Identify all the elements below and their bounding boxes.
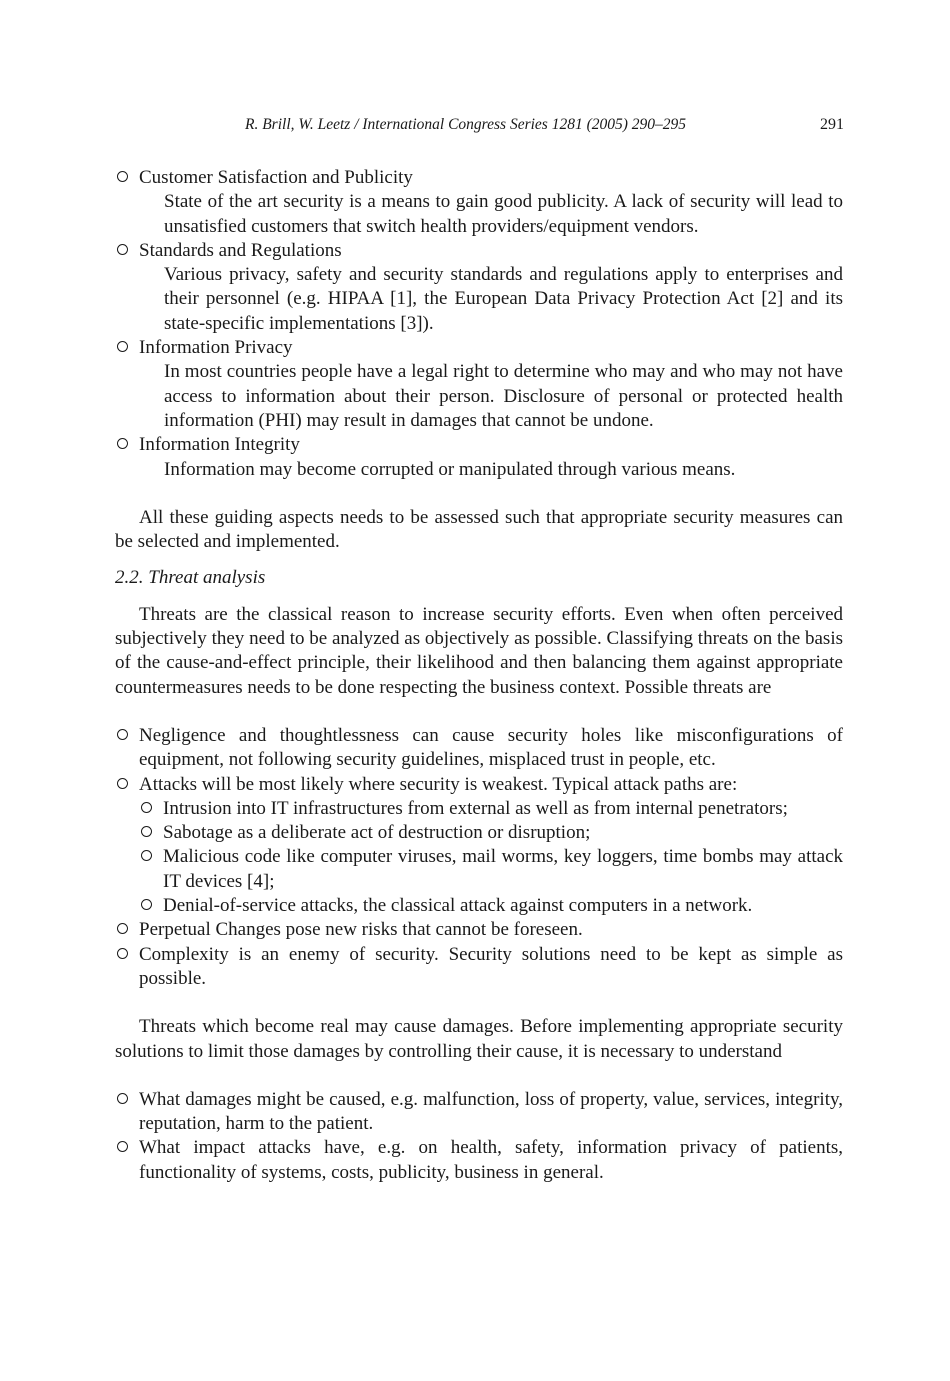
list-item: [115, 918, 843, 942]
circle-bullet-icon: [141, 899, 152, 910]
threat-text: Attacks will be most likely where security is weakest. Typical attack paths are:: [139, 773, 738, 795]
paragraph-threats: Threats are the classical reason to increase security efforts. Even when often perceived subjectively they need to be analyzed as objectively as possible. Classifying threats on the basis of the cause-and-effect principle, their likelihood and then balancing them against appropriate countermeasures needs to be done respecting the business context. Possible threats are: [115, 603, 843, 698]
aspect-title: Information Integrity: [139, 434, 300, 456]
circle-bullet-icon: [141, 850, 152, 861]
circle-bullet-icon: [117, 244, 128, 255]
list-item: [115, 724, 843, 773]
understand-list: [115, 1088, 843, 1185]
threat-text: Perpetual Changes pose new risks that cannot be foreseen.: [139, 919, 583, 941]
circle-bullet-icon: [117, 778, 128, 789]
paragraph-damages: Threats which become real may cause damages. Before implementing appropriate security solutions to limit those damages by controlling their cause, it is necessary to understand: [115, 1016, 843, 1062]
page-header: [0, 113, 950, 139]
threats-list: [115, 724, 843, 991]
list-item: [115, 773, 843, 797]
guiding-aspects-list: [115, 166, 843, 482]
attack-path-text: Sabotage as a deliberate act of destruction or disruption;: [163, 822, 591, 844]
sub-list-item: [115, 797, 843, 821]
aspect-title: Customer Satisfaction and Publicity: [139, 167, 413, 188]
aspect-title: Standards and Regulations: [139, 239, 342, 261]
circle-bullet-icon: [117, 438, 128, 449]
circle-bullet-icon: [141, 802, 152, 813]
attack-path-text: Intrusion into IT infrastructures from external as well as from internal penetrators;: [163, 797, 788, 819]
list-item: [115, 433, 843, 457]
circle-bullet-icon: [141, 826, 152, 837]
aspect-description: Various privacy, safety and security standards and regulations apply to enterprises and their personnel (e.g. HIPAA [1], the European Data Privacy Protection Act [2] and its state-specific implementations [3]).: [164, 264, 843, 334]
list-item: [115, 1088, 843, 1137]
understand-text: What damages might be caused, e.g. malfunction, loss of property, value, services, integrity, reputation, harm to the patient.: [139, 1088, 843, 1135]
list-item: [115, 239, 843, 263]
threat-text: Negligence and thoughtlessness can cause security holes like misconfigurations of equipment, not following security guidelines, misplaced trust in people, etc.: [139, 724, 843, 771]
circle-bullet-icon: [117, 341, 128, 352]
circle-bullet-icon: [117, 923, 128, 934]
circle-bullet-icon: [117, 1093, 128, 1104]
circle-bullet-icon: [117, 948, 128, 959]
sub-list-item: [115, 821, 843, 845]
page-body: [115, 166, 843, 1185]
running-head: R. Brill, W. Leetz / International Congress Series 1281 (2005) 290–295: [245, 116, 687, 133]
circle-bullet-icon: [117, 171, 128, 182]
list-item: [115, 166, 843, 190]
aspect-description: State of the art security is a means to gain good publicity. A lack of security will lead to unsatisfied customers that switch health providers/equipment vendors.: [164, 191, 843, 237]
circle-bullet-icon: [117, 1141, 128, 1152]
list-item: [115, 943, 843, 992]
circle-bullet-icon: [117, 729, 128, 740]
aspect-description: In most countries people have a legal right to determine who may and who may not have access to information about their person. Disclosure of personal or protected health information (PHI) may result in damages that cannot be undone.: [164, 361, 843, 431]
sub-list-item: [115, 894, 843, 918]
aspect-description: Information may become corrupted or manipulated through various means.: [164, 458, 736, 480]
understand-text: What impact attacks have, e.g. on health, safety, information privacy of patients, functionality of systems, costs, publicity, business in general.: [139, 1137, 843, 1183]
section-title: 2.2. Threat analysis: [115, 567, 266, 589]
threat-text: Complexity is an enemy of security. Security solutions need to be kept as simple as possible.: [139, 943, 843, 989]
list-item: [115, 1136, 843, 1185]
page-number: 291: [820, 116, 844, 133]
aspect-title: Information Privacy: [139, 337, 293, 359]
sub-list-item: [115, 845, 843, 894]
paragraph-assessed: All these guiding aspects needs to be assessed such that appropriate security measures can be selected and implemented.: [115, 506, 843, 553]
list-item: [115, 336, 843, 360]
attack-path-text: Malicious code like computer viruses, mail worms, key loggers, time bombs may attack IT devices [4];: [163, 846, 843, 892]
attack-path-text: Denial-of-service attacks, the classical attack against computers in a network.: [163, 895, 753, 917]
